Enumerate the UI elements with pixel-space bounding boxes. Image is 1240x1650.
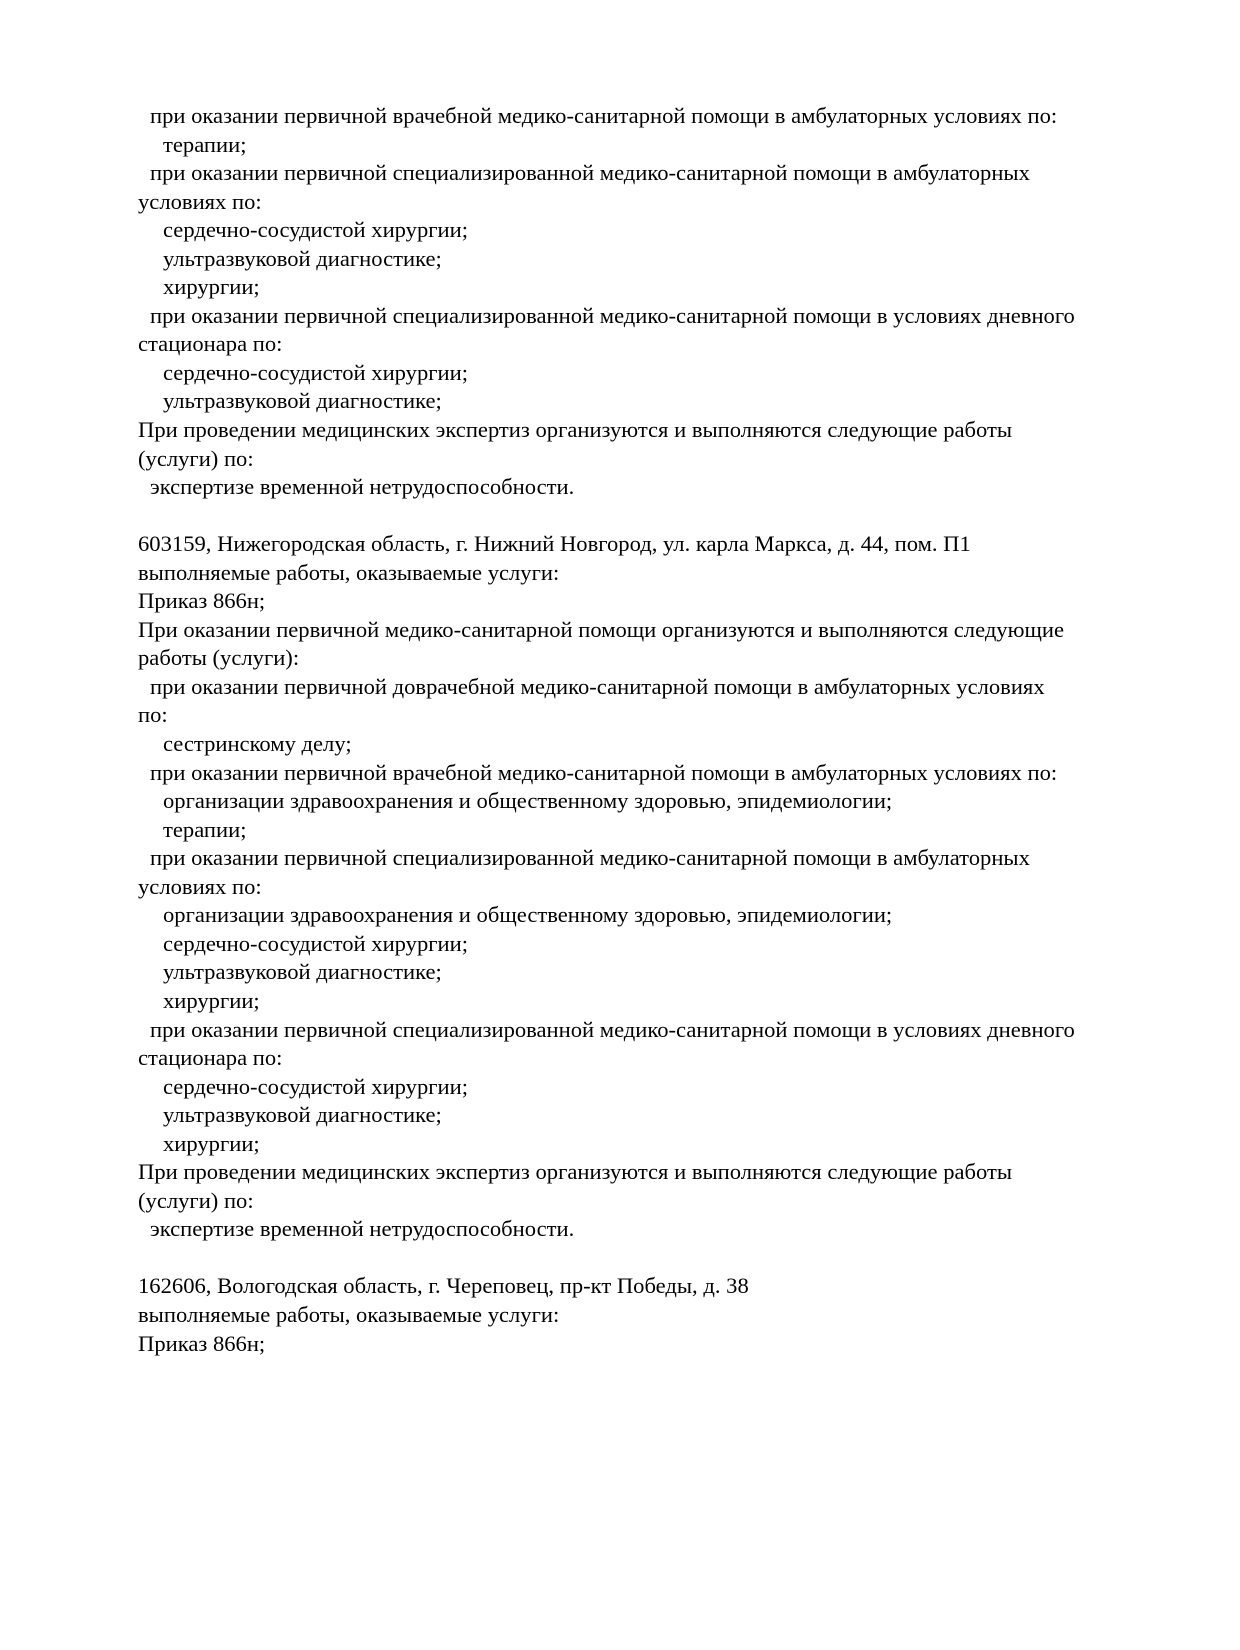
document-line: ультразвуковой диагностике;: [163, 959, 442, 985]
document-line: при оказании первичной специализированной медико-санитарной помощи в амбулаторных: [150, 160, 1030, 186]
document-line: при оказании первичной врачебной медико-санитарной помощи в амбулаторных условиях по:: [150, 103, 1058, 128]
document-line: При оказании первичной медико-санитарной помощи организуются и выполняются следующие: [138, 616, 1065, 642]
document-line: работы (услуги):: [138, 645, 300, 671]
document-line: сердечно-сосудистой хирургии;: [163, 930, 468, 956]
document-line: экспертизе временной нетрудоспособности.: [150, 1216, 575, 1242]
document-line: терапии;: [163, 131, 247, 157]
blank-line: [138, 502, 1138, 531]
document-line: хирургии;: [163, 1130, 260, 1156]
document-line: сердечно-сосудистой хирургии;: [163, 217, 468, 243]
document-line: (услуги) по:: [138, 445, 254, 471]
document-line: (услуги) по:: [138, 1187, 254, 1213]
document-line: сердечно-сосудистой хирургии;: [163, 359, 468, 385]
document-line: хирургии;: [163, 987, 260, 1013]
document-line: Приказ 866н;: [138, 588, 266, 614]
document-line: экспертизе временной нетрудоспособности.: [150, 474, 575, 500]
document-line: при оказании первичной доврачебной медико-санитарной помощи в амбулаторных условиях: [150, 673, 1045, 699]
document-line: стационара по:: [138, 331, 283, 357]
document-line: при оказании первичной специализированной медико-санитарной помощи в амбулаторных: [150, 845, 1030, 871]
document-page: [138, 102, 1138, 1358]
document-line: ультразвуковой диагностике;: [163, 245, 442, 271]
document-line: 162606, Вологодская область, г. Череповец, пр-кт Победы, д. 38: [138, 1273, 749, 1299]
document-line: при оказании первичной специализированной медико-санитарной помощи в условиях дневного: [150, 1016, 1075, 1042]
document-line: ультразвуковой диагностике;: [163, 388, 442, 414]
document-line: При проведении медицинских экспертиз организуются и выполняются следующие работы: [138, 417, 1013, 443]
document-line: условиях по:: [138, 873, 262, 899]
document-line: организации здравоохранения и общественному здоровью, эпидемиологии;: [163, 788, 893, 814]
document-line: выполняемые работы, оказываемые услуги:: [138, 559, 560, 585]
document-line: Приказ 866н;: [138, 1330, 266, 1356]
document-line: 603159, Нижегородская область, г. Нижний Новгород, ул. карла Маркса, д. 44, пом. П1: [138, 531, 971, 557]
document-line: хирургии;: [163, 274, 260, 300]
document-line: при оказании первичной врачебной медико-санитарной помощи в амбулаторных условиях по:: [150, 759, 1058, 785]
document-line: терапии;: [163, 816, 247, 842]
document-line: выполняемые работы, оказываемые услуги:: [138, 1301, 560, 1327]
document-line: при оказании первичной специализированной медико-санитарной помощи в условиях дневного: [150, 302, 1075, 328]
document-line: стационара по:: [138, 1045, 283, 1071]
document-line: условиях по:: [138, 188, 262, 214]
document-line: ультразвуковой диагностике;: [163, 1102, 442, 1128]
document-line: по:: [138, 702, 168, 728]
document-line: организации здравоохранения и общественному здоровью, эпидемиологии;: [163, 902, 893, 928]
document-line: При проведении медицинских экспертиз организуются и выполняются следующие работы: [138, 1159, 1013, 1185]
blank-line: [138, 1244, 1138, 1273]
document-line: сердечно-сосудистой хирургии;: [163, 1073, 468, 1099]
document-line: сестринскому делу;: [163, 731, 352, 757]
